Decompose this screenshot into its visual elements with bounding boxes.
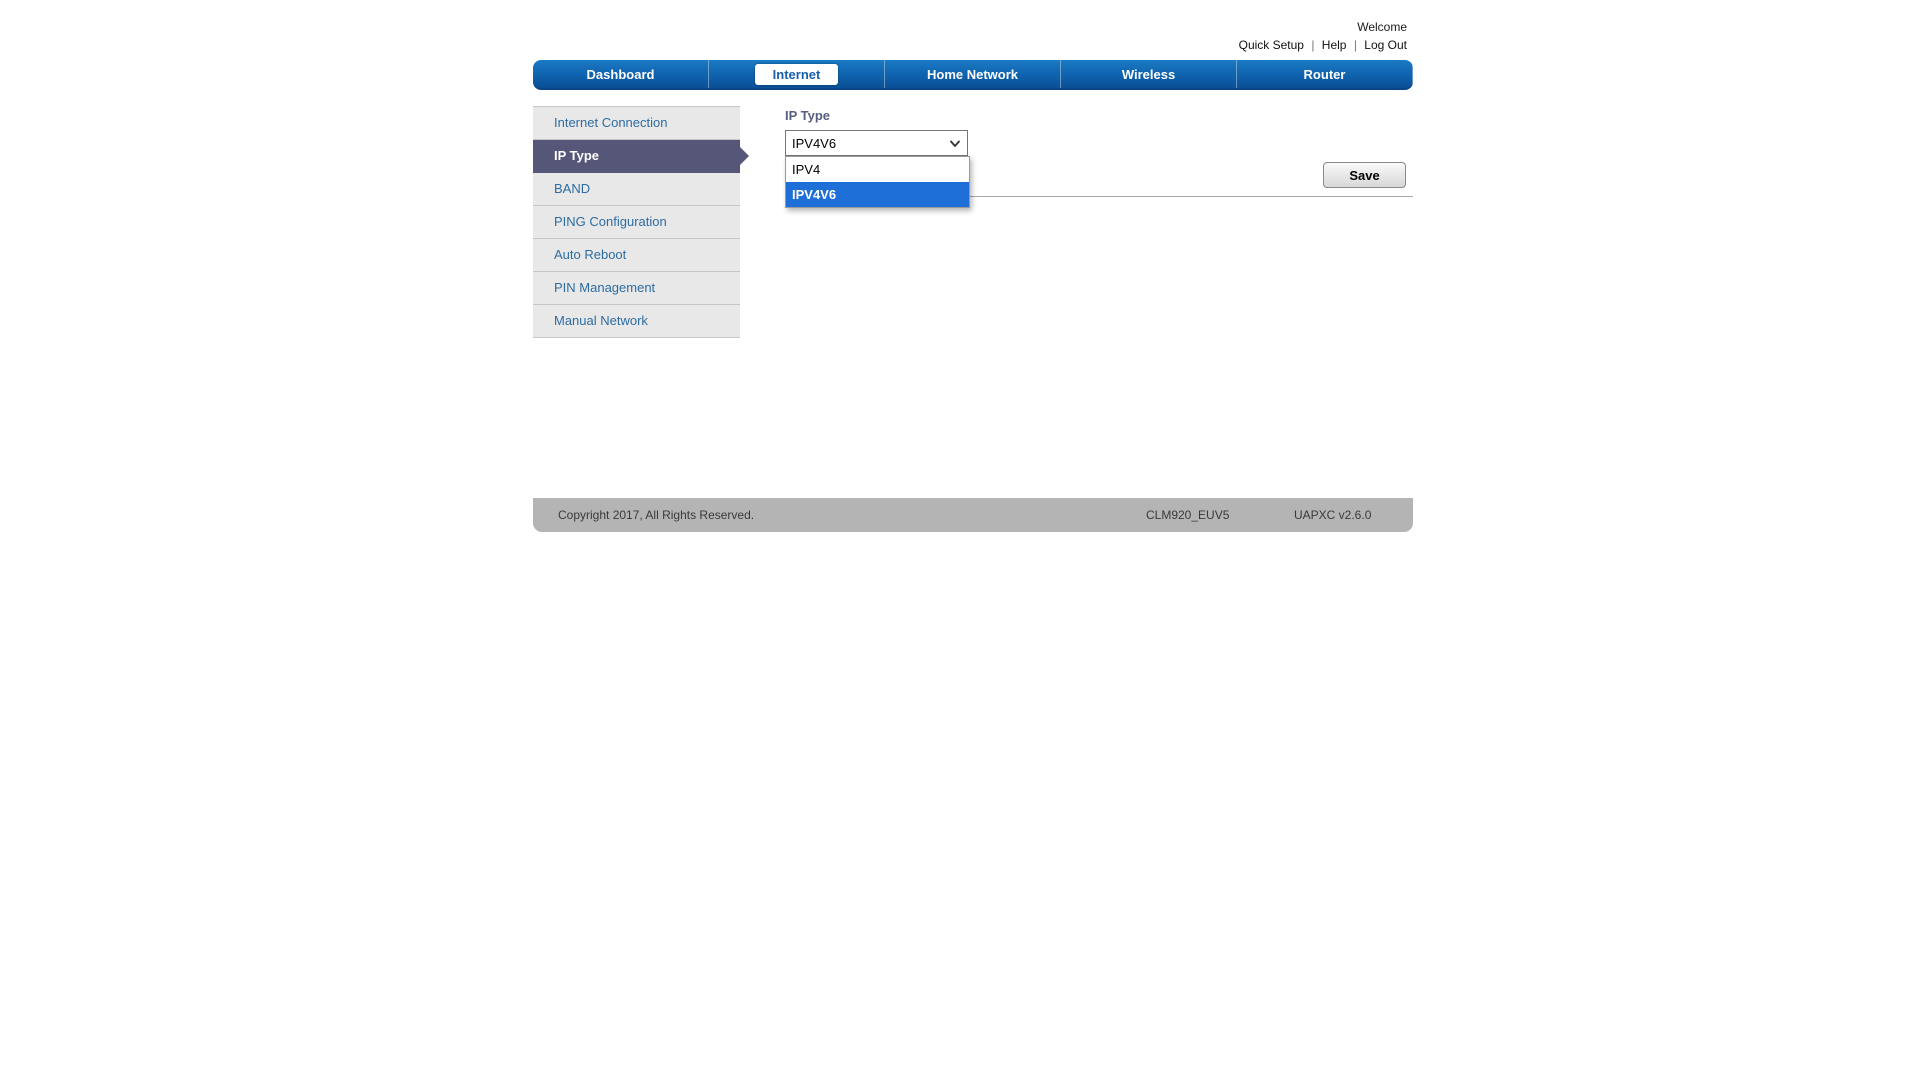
link-separator: | xyxy=(1353,38,1357,52)
tab-wireless-label: Wireless xyxy=(1121,66,1176,82)
ip-type-select-value: IPV4V6 xyxy=(792,135,837,151)
sidebar-item-label: PING Configuration xyxy=(554,214,667,229)
copyright-text: Copyright 2017, All Rights Reserved. xyxy=(558,508,755,522)
sidebar-item-label: Manual Network xyxy=(554,313,648,328)
sidebar-item-ping-configuration[interactable] xyxy=(533,206,740,239)
help-link[interactable]: Help xyxy=(1321,38,1347,52)
sidebar-item-band[interactable] xyxy=(533,173,740,206)
tab-internet-label: Internet xyxy=(755,64,839,85)
header-links xyxy=(533,38,1407,52)
device-model-text: CLM920_EUV5 xyxy=(1146,508,1230,522)
logout-link[interactable]: Log Out xyxy=(1364,38,1407,52)
sidebar-item-label: BAND xyxy=(554,181,591,196)
sidebar-item-label: Auto Reboot xyxy=(554,247,627,262)
main-nav xyxy=(533,60,1413,90)
quick-setup-link[interactable]: Quick Setup xyxy=(1238,38,1304,52)
ip-type-field-label: IP Type xyxy=(785,108,831,123)
ip-type-dropdown-list xyxy=(785,156,970,208)
ip-type-select[interactable] xyxy=(785,130,968,156)
tab-router[interactable] xyxy=(1237,60,1413,88)
sidebar-item-auto-reboot[interactable] xyxy=(533,239,740,272)
tab-dashboard[interactable] xyxy=(533,60,709,88)
dropdown-option-ipv4v6[interactable]: IPV4V6 xyxy=(786,182,969,207)
dropdown-option-ipv4[interactable]: IPV4 xyxy=(786,157,969,182)
footer xyxy=(533,498,1413,532)
sidebar-item-label: Internet Connection xyxy=(554,115,668,130)
chevron-down-icon xyxy=(949,138,961,153)
sidebar xyxy=(533,106,740,338)
welcome-text: Welcome xyxy=(1357,20,1407,34)
sidebar-item-label: PIN Management xyxy=(554,280,656,295)
link-separator: | xyxy=(1311,38,1315,52)
tab-home-network-label: Home Network xyxy=(926,66,1019,82)
header xyxy=(533,0,1413,52)
save-button[interactable]: Save xyxy=(1323,162,1406,188)
sidebar-item-manual-network[interactable] xyxy=(533,305,740,338)
sidebar-item-label: IP Type xyxy=(554,148,600,163)
tab-internet[interactable] xyxy=(709,60,885,88)
sidebar-item-pin-management[interactable] xyxy=(533,272,740,305)
ip-type-form-row xyxy=(785,130,1413,202)
main-panel xyxy=(785,106,1413,202)
sidebar-item-ip-type[interactable] xyxy=(533,140,740,173)
sidebar-item-internet-connection[interactable] xyxy=(533,107,740,140)
tab-dashboard-label: Dashboard xyxy=(586,66,655,82)
firmware-version-text: UAPXC v2.6.0 xyxy=(1294,508,1372,522)
tab-home-network[interactable] xyxy=(885,60,1061,88)
content-row xyxy=(533,106,1413,498)
tab-wireless[interactable] xyxy=(1061,60,1237,88)
page-container xyxy=(533,0,1413,532)
tab-router-label: Router xyxy=(1303,66,1346,82)
